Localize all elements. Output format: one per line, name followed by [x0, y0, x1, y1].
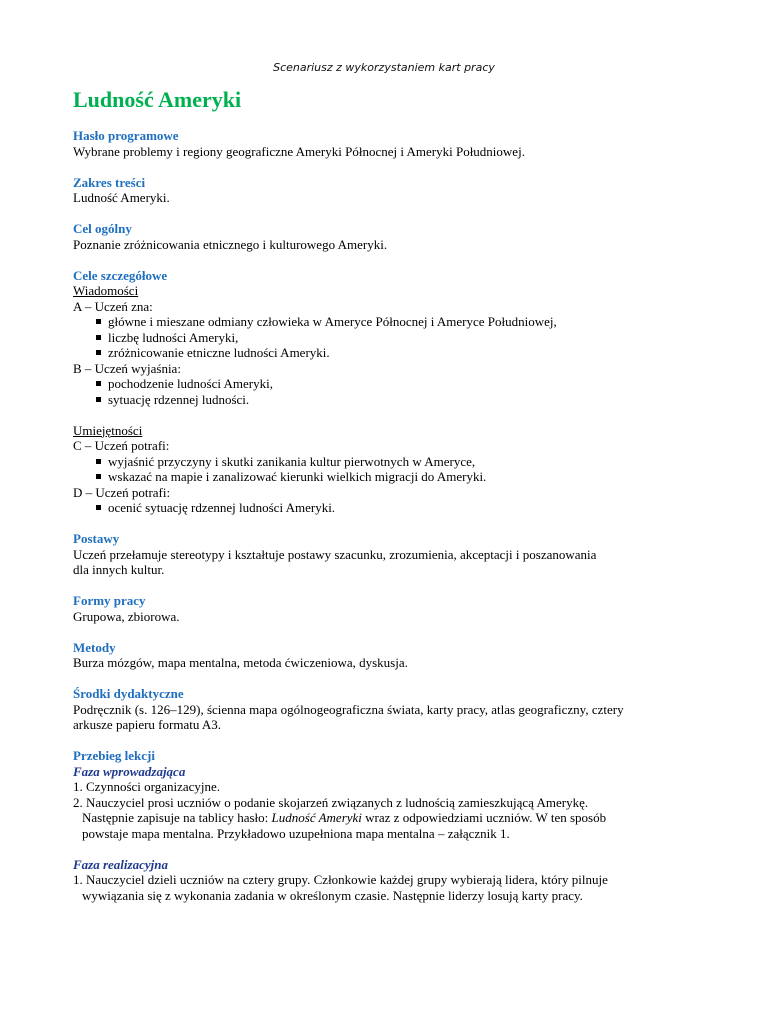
subheading-umiejetnosci: Umiejętności — [73, 422, 143, 438]
numbered-item: 1. Czynności organizacyjne. — [73, 779, 221, 794]
list-item: sytuację rdzennej ludności. — [94, 392, 713, 408]
section-heading: Cel ogólny — [73, 221, 132, 236]
subheading-wiadomosci: Wiadomości — [73, 283, 139, 298]
list-label-b: B – Uczeń wyjaśnia: — [73, 360, 181, 376]
list-item: wyjaśnić przyczyny i skutki zanikania kultur pierwotnych w Ameryce, — [94, 454, 713, 470]
section-zakres — [73, 175, 713, 206]
page-header: Scenariusz z wykorzystaniem kart pracy — [273, 61, 495, 74]
section-przebieg — [73, 748, 713, 903]
list-item: zróżnicowanie etniczne ludności Ameryki. — [94, 345, 713, 361]
section-text: Wybrane problemy i regiony geograficzne Ameryki Północnej i Ameryki Południowej. — [73, 143, 525, 159]
section-heading: Metody — [73, 639, 116, 655]
section-heading: Zakres treści — [73, 174, 146, 190]
section-text: Ludność Ameryki. — [73, 190, 170, 205]
section-heading: Przebieg lekcji — [73, 748, 155, 763]
list-item: główne i mieszane odmiany człowieka w Ameryce Północnej i Ameryce Południowej, — [94, 314, 713, 330]
section-haslo — [73, 128, 713, 159]
section-text-line: arkusze papieru formatu A3. — [73, 717, 222, 732]
numbered-item-continuation — [73, 810, 713, 826]
numbered-item: 2. Nauczyciel prosi uczniów o podanie skojarzeń związanych z ludnością zamieszkującą Amerykę. — [73, 794, 589, 810]
section-srodki — [73, 686, 713, 733]
section-heading: Środki dydaktyczne — [73, 686, 184, 701]
section-text-line: Podręcznik (s. 126–129), ścienna mapa ogólnogeograficzna świata, karty pracy, atlas geograficzny, cztery — [73, 701, 624, 717]
text-run: wraz z odpowiedziami uczniów. W ten sposób — [361, 810, 607, 825]
document-body — [73, 128, 713, 919]
section-text: Grupowa, zbiorowa. — [73, 608, 180, 624]
bullet-list-d — [73, 500, 713, 516]
bullet-list-b — [73, 376, 713, 407]
numbered-item-continuation: powstaje mapa mentalna. Przykładowo uzupełniona mapa mentalna – załącznik 1. — [82, 825, 510, 841]
list-item: pochodzenie ludności Ameryki, — [94, 376, 713, 392]
section-text: Burza mózgów, mapa mentalna, metoda ćwiczeniowa, dyskusja. — [73, 655, 408, 670]
section-text-line: dla innych kultur. — [73, 562, 165, 577]
phase-heading: Faza realizacyjna — [73, 856, 168, 872]
section-heading: Cele szczegółowe — [73, 267, 168, 283]
section-heading: Postawy — [73, 531, 120, 546]
spacer — [73, 407, 713, 423]
numbered-item: 1. Nauczyciel dzieli uczniów na cztery grupy. Członkowie każdej grupy wybierają lidera, który pilnuje — [73, 872, 608, 887]
list-item: wskazać na mapie i zanalizować kierunki wielkich migracji do Ameryki. — [94, 469, 713, 485]
page-title: Ludność Ameryki — [73, 87, 242, 112]
list-item: ocenić sytuację rdzennej ludności Ameryki. — [94, 500, 713, 516]
section-heading: Hasło programowe — [73, 128, 179, 143]
numbered-item-continuation: wywiązania się z wykonania zadania w określonym czasie. Następnie liderzy losują karty pracy. — [82, 887, 583, 903]
emphasis-text: Ludność Ameryki — [271, 810, 362, 825]
section-cele — [73, 268, 713, 516]
bullet-list-c — [73, 454, 713, 485]
section-formy — [73, 593, 713, 624]
section-postawy — [73, 531, 713, 578]
list-label-d: D – Uczeń potrafi: — [73, 484, 171, 500]
section-heading: Formy pracy — [73, 593, 146, 608]
spacer — [73, 841, 713, 857]
section-text: Poznanie zróżnicowania etnicznego i kulturowego Ameryki. — [73, 236, 388, 252]
list-label-a: A – Uczeń zna: — [73, 298, 153, 314]
phase-heading: Faza wprowadzająca — [73, 763, 186, 779]
section-text-line: Uczeń przełamuje stereotypy i kształtuje postawy szacunku, zrozumienia, akceptacji i poszanowania — [73, 546, 597, 562]
list-label-c: C – Uczeń potrafi: — [73, 438, 170, 453]
section-cel — [73, 221, 713, 252]
list-item: liczbę ludności Ameryki, — [94, 330, 713, 346]
text-run: Następnie zapisuje na tablicy hasło: — [82, 810, 272, 825]
bullet-list-a — [73, 314, 713, 361]
section-metody — [73, 640, 713, 671]
